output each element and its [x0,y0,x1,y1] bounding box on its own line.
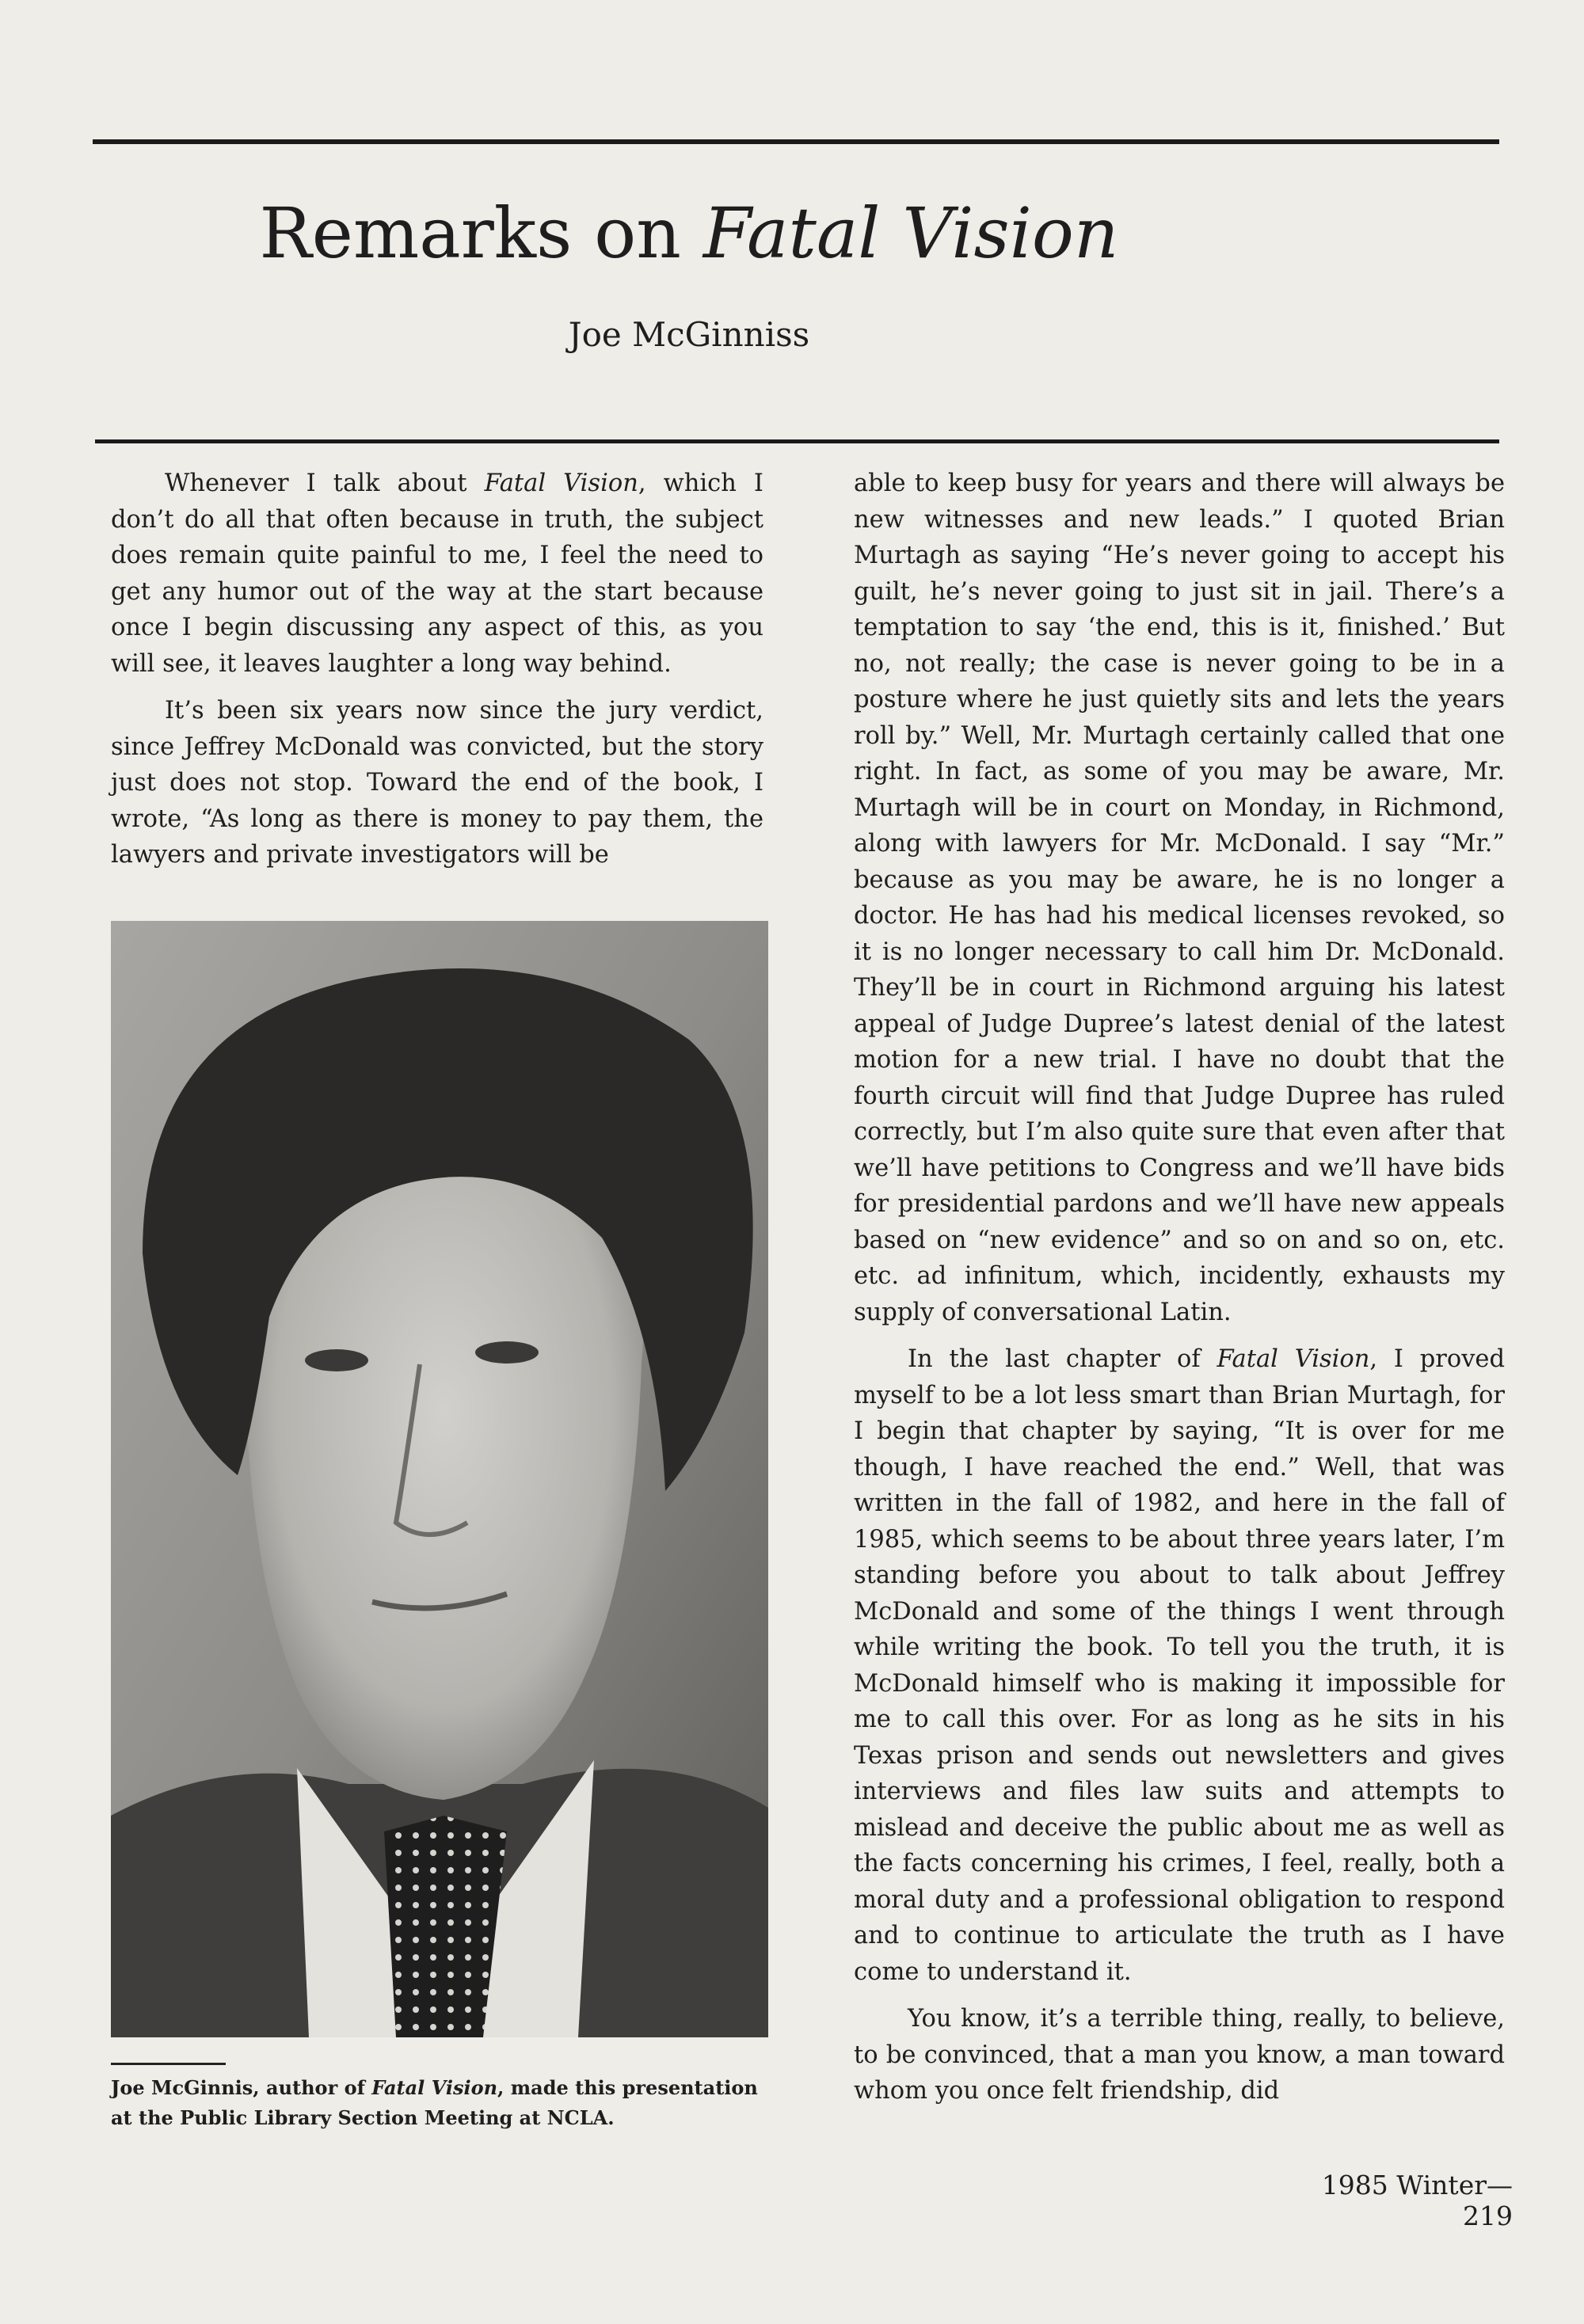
right-paragraph-2: In the last chapter of Fatal Vision, I proved myself to be a lot less smart than Brian Murtagh, for I begin that chapter by saying, “It is over for me though, I have reached the end.” Well, that was written in the fall of 1982, and here in the fall of 1985, which seems to be about three years later, I’m standing before you about to talk about Jeffrey McDonald and some of the things I went through while writing the book. To tell you the truth, it is McDonald himself who is making it impossible for me to call this over. For as long as he sits in his Texas prison and sends out newsletters and gives interviews and files law suits and attempts to mislead and deceive the public about me as well as the facts concerning his crimes, I feel, really, both a moral duty and a professional obligation to respond and to continue to articulate the truth as I have come to understand it. [854,1345,1506,1986]
title-italic: Fatal Vision [703,192,1119,274]
right-paragraph-3: You know, it’s a terrible thing, really, to believe, to be convinced, that a man you know, a man toward whom you once felt friendship, did [854,2005,1505,2105]
author-byline: Joe McGinniss [568,315,810,354]
right-paragraph-1: able to keep busy for years and there will always be new witnesses and new leads.” I quoted Brian Murtagh as saying “He’s never going to accept his guilt, he’s never going to just sit in jail. There’s a temptation to say ‘the end, this is it, finished.’ But no, not really; the case is never going to be in a posture where he just quietly sits and lets the years roll by.” Well, Mr. Murtagh certainly called that one right. In fact, as some of you may be aware, Mr. Murtagh will be in court on Monday, in Richmond, along with lawyers for Mr. McDonald. I say “Mr.” because as you may be aware, he is no longer a doctor. He has had his medical licenses revoked, so it is no longer necessary to call him Dr. McDonald. They’ll be in court in Richmond arguing his latest appeal of Judge Dupree’s latest denial of the latest motion for a new trial. I have no doubt that the fourth circuit will find that Judge Dupree has ruled correctly, but I’m also quite sure that even after that we’ll have petitions to Congress and we’ll have bids for presidential pardons and we’ll have new appeals based on “new evidence” and so on and so on, etc. etc. ad infinitum, which, incidently, exhausts my supply of conversational Latin. [854,470,1505,1326]
portrait-image [111,921,768,2037]
header-rule [95,439,1499,443]
author-photo [111,921,768,2037]
left-paragraph-1: Whenever I talk about Fatal Vision, which I don’t do all that often because in truth, the subject does remain quite painful to me, I feel the need to get any humor out of the way at the start because once I begin discussing any aspect of this, as you will see, it leaves laughter a long way behind. [111,470,763,678]
title-main: Remarks on [259,192,681,274]
caption-rule [111,2063,226,2065]
left-paragraph-2: It’s been six years now since the jury verdict, since Jeffrey McDonald was convicted, but the story just does not stop. Toward the end of the book, I wrote, “As long as there is money to pay them, the lawyers and private investigators will be [111,697,763,869]
top-rule [93,139,1499,144]
right-column [854,466,1505,2109]
article-title [111,190,1267,277]
page-footer: 1985 Winter—219 [1321,2170,1513,2231]
left-column [111,466,763,873]
photo-caption: Joe McGinnis, author of Fatal Vision, made this presentation at the Public Library Section Meeting at NCLA. [111,2076,758,2129]
